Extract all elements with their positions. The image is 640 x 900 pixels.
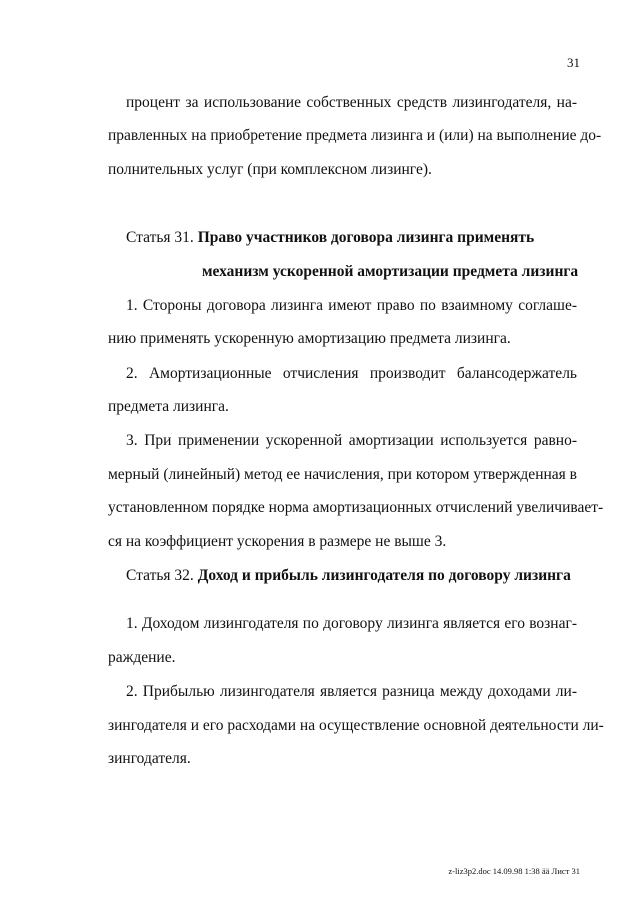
document-footer: z-liz3p2.doc 14.09.98 1:38 ää Лист 31 bbox=[448, 866, 580, 876]
text-line: зингодателя. bbox=[108, 750, 191, 767]
article-heading-line bbox=[126, 566, 595, 586]
text-line: нию применять ускоренную амортизацию предмета лизинга. bbox=[108, 330, 511, 347]
text-line: раждение. bbox=[108, 649, 176, 666]
text-line: установленном порядке норма амортизационных отчислений увеличивает- bbox=[108, 499, 604, 516]
article-heading-line bbox=[126, 228, 595, 248]
text-line: ся на коэффициент ускорения в размере не выше 3. bbox=[108, 533, 447, 550]
text-line: полнительных услуг (при комплексном лизинге). bbox=[108, 161, 432, 178]
text-line: 1. Доходом лизингодателя по договору лизинга является его вознаг- bbox=[126, 615, 577, 632]
article-number: Статья 32. bbox=[126, 567, 194, 584]
article-title-line-2: механизм ускоренной амортизации предмета лизинга bbox=[202, 263, 579, 280]
text-line: 3. При применении ускоренной амортизации используется равно- bbox=[126, 432, 577, 449]
text-line: предмета лизинга. bbox=[108, 398, 229, 415]
text-line: 2. Прибылью лизингодателя является разница между доходами ли- bbox=[126, 683, 577, 700]
text-line: процент за использование собственных средств лизингодателя, на- bbox=[126, 94, 577, 111]
text-line: мерный (линейный) метод ее начисления, при котором утвержденная в bbox=[108, 466, 577, 483]
text-line: 1. Стороны договора лизинга имеют право по взаимному соглаше- bbox=[126, 297, 577, 314]
text-line: 2. Амортизационные отчисления производит балансодержатель bbox=[126, 365, 577, 382]
text-line: зингодателя и его расходами на осуществление основной деятельности ли- bbox=[108, 717, 604, 734]
text-line: правленных на приобретение предмета лизинга и (или) на выполнение до- bbox=[108, 127, 602, 144]
article-title: Доход и прибыль лизингодателя по договору лизинга bbox=[197, 567, 571, 584]
article-title: Право участников договора лизинга применять bbox=[197, 229, 535, 246]
article-number: Статья 31. bbox=[126, 229, 194, 246]
page-number: 31 bbox=[567, 55, 580, 70]
